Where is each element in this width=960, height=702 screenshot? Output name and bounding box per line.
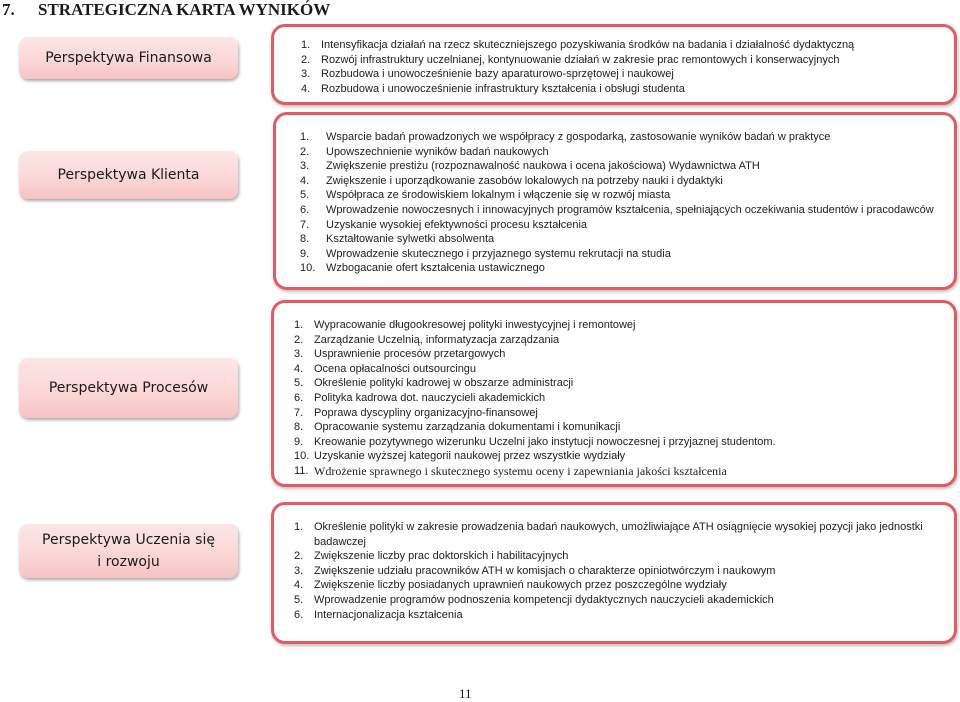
section-title: STRATEGICZNA KARTA WYNIKÓW [38, 0, 331, 19]
label-perspektywa-uczenia: Perspektywa Uczenia się i rozwoju [19, 524, 238, 578]
card-klienta: 1. Wsparcie badań prowadzonych we współpracy z gospodarką, zastosowanie wyników badań w praktyce 2. Upowszechnienie wyników badań naukowych 3. Zwiększenie prestiżu (rozpoznawalność naukowa i ocena jakościowa) Wydawnictwa ATH 4. Zwiększenie i uporządkowanie zasobów lokalowych na potrzeby nauki i dydaktyki 5. Współpraca ze środowiskiem lokalnym i włączenie się w rozwój miasta 6. Wprowadzenie nowoczesnych i innowacyjnych programów kształcenia, spełniających oczekiwania studentów i pracodawców 7. Uzyskanie wysokiej efektywności procesu kształcenia 8. Kształtowanie sylwetki absolwenta 9. Wprowadzenie skutecznego i przyjaznego systemu rekrutacji na studia 10. Wzbogacanie ofert kształcenia ustawicznego [273, 112, 957, 290]
card-finansowa: 1. Intensyfikacja działań na rzecz skuteczniejszego pozyskiwania środków na badania i działalność dydaktyczną 2. Rozwój infrastruktury uczelnianej, kontynuowanie działań w zakresie prac remontowych i konserwacyjnych 3. Rozbudowa i unowocześnienie bazy aparaturowo-sprzętowej i naukowej 4. Rozbudowa i unowocześnienie infrastruktury kształcenia i obsługi studenta [271, 24, 957, 105]
label-perspektywa-klienta: Perspektywa Klienta [19, 151, 238, 199]
card-procesow: 1. Wypracowanie długookresowej polityki inwestycyjnej i remontowej 2. Zarządzanie Uczelnią, informatyzacja zarządzania 3. Usprawnienie procesów przetargowych 4. Ocena opłacalności outsourcingu 5. Określenie polityki kadrowej w obszarze administracji 6. Polityka kadrowa dot. nauczycieli akademickich 7. Poprawa dyscypliny organizacyjno-finansowej 8. Opracowanie systemu zarządzania dokumentami i komunikacji 9. Kreowanie pozytywnego wizerunku Uczelni jako instytucji nowoczesnej i przyjaznej studentom. 10. Uzyskanie wyższej kategorii naukowej przez wszystkie wydziały 11. Wdrożenie sprawnego i skutecznego systemu oceny i zapewniania jakości kształcenia [271, 300, 957, 487]
section-number: 7. [2, 0, 15, 19]
card-uczenia: 1. Określenie polityki w zakresie prowadzenia badań naukowych, umożliwiające ATH osiągnięcie wysokiej pozycji jako jednostki badawczej 2. Zwiększenie liczby prac doktorskich i habilitacyjnych 3. Zwiększenie udziału pracowników ATH w komisjach o charakterze opiniotwórczym i naukowym 4. Zwiększenie liczby posiadanych uprawnień naukowych przez poszczególne wydziały 5. Wprowadzenie programów podnoszenia kompetencji dydaktycznych nauczycieli akademickich 6. Internacjonalizacja kształcenia [271, 502, 957, 644]
page-number: 11 [459, 686, 472, 701]
label-perspektywa-finansowa: Perspektywa Finansowa [19, 37, 238, 79]
label-perspektywa-procesow: Perspektywa Procesów [19, 358, 238, 418]
